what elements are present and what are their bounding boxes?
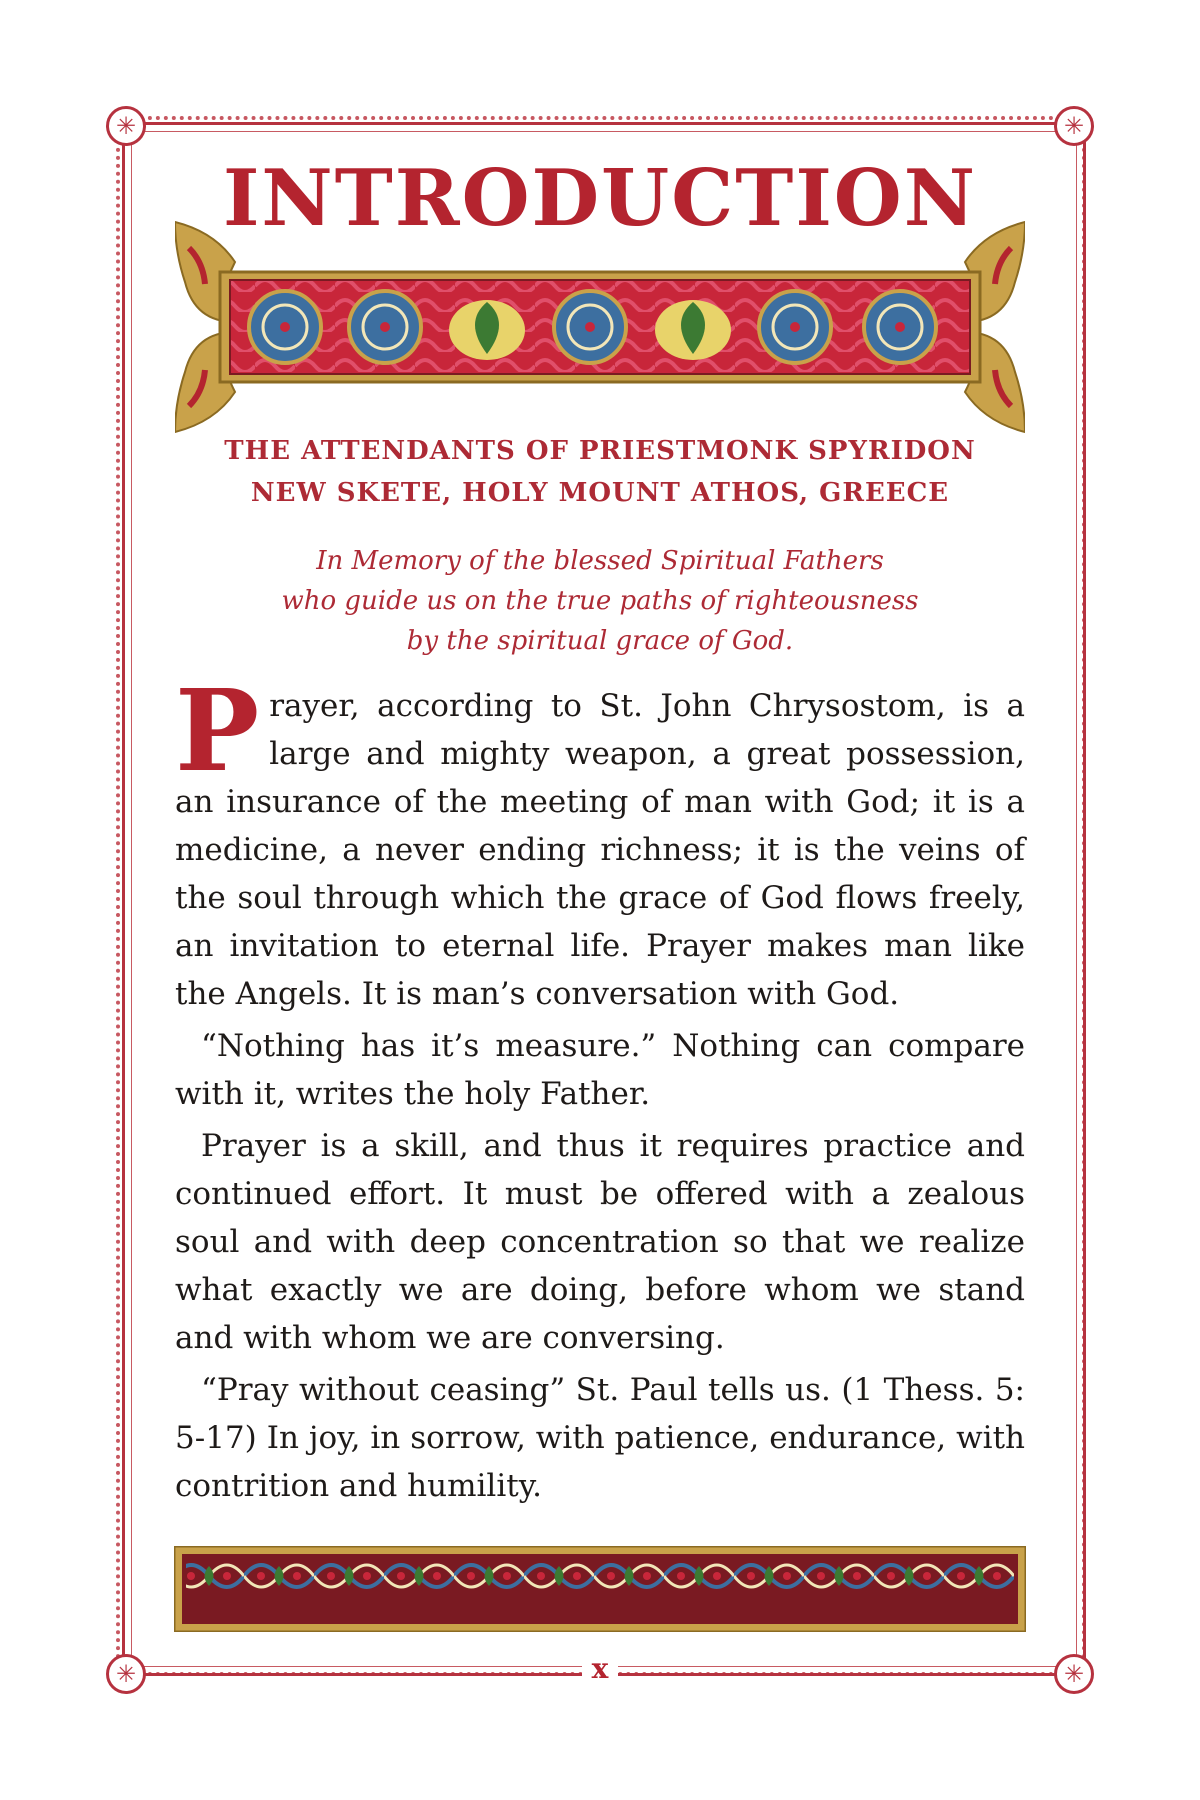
dedication-line: In Memory of the blessed Spiritual Fathers — [316, 546, 884, 576]
body-text — [175, 666, 1025, 1514]
paragraph — [175, 666, 1025, 1018]
drop-cap: P — [175, 666, 260, 797]
subtitle-attendants: THE ATTENDANTS OF PRIESTMONK SPYRIDON — [224, 436, 976, 466]
paragraph: Prayer is a skill, and thus it requires practice and continued effort. It must be offered with a zealous soul and with deep concentration so that we realize what exactly we are doing, before whom we stand and with whom we are conversing. — [175, 1128, 1025, 1356]
page-number-text: x — [582, 1652, 619, 1685]
dedication-line: who guide us on the true paths of righteousness — [281, 586, 919, 616]
leaf-ornament-icon — [449, 300, 525, 360]
medallion-icon — [759, 291, 831, 363]
medallion-icon — [554, 291, 626, 363]
medallion-icon — [864, 291, 936, 363]
header-ornament-banner — [175, 212, 1025, 442]
paragraph-text: rayer, according to St. John Chrysostom, is a large and mighty weapon, a great possession, an insurance of the meeting of man with God; it is a medicine, a never ending richness; it is the veins of the soul through which the grace of God flows freely, an invitation to eternal life. Prayer makes man like the Angels. It is man’s conversation with God. — [175, 688, 1025, 1012]
medallion-icon — [349, 291, 421, 363]
paragraph: “Pray without ceasing” St. Paul tells us. (1 Thess. 5: 5-17) In joy, in sorrow, with patience, endurance, with contrition and humility. — [175, 1372, 1025, 1504]
medallion-icon — [249, 291, 321, 363]
subtitle-location: NEW SKETE, HOLY MOUNT ATHOS, GREECE — [250, 478, 950, 508]
page-title: INTRODUCTION — [222, 153, 978, 244]
corner-rosette-icon: ✳ — [106, 106, 146, 146]
dedication-line: by the spiritual grace of God. — [406, 626, 794, 656]
corner-rosette-icon: ✳ — [106, 1654, 146, 1694]
footer-ornament-band — [174, 1546, 1026, 1632]
corner-rosette-icon: ✳ — [1054, 1654, 1094, 1694]
page-number — [0, 1652, 1200, 1685]
leaf-ornament-icon — [655, 300, 731, 360]
paragraph: “Nothing has it’s measure.” Nothing can compare with it, writes the holy Father. — [175, 1028, 1025, 1112]
corner-rosette-icon: ✳ — [1054, 106, 1094, 146]
